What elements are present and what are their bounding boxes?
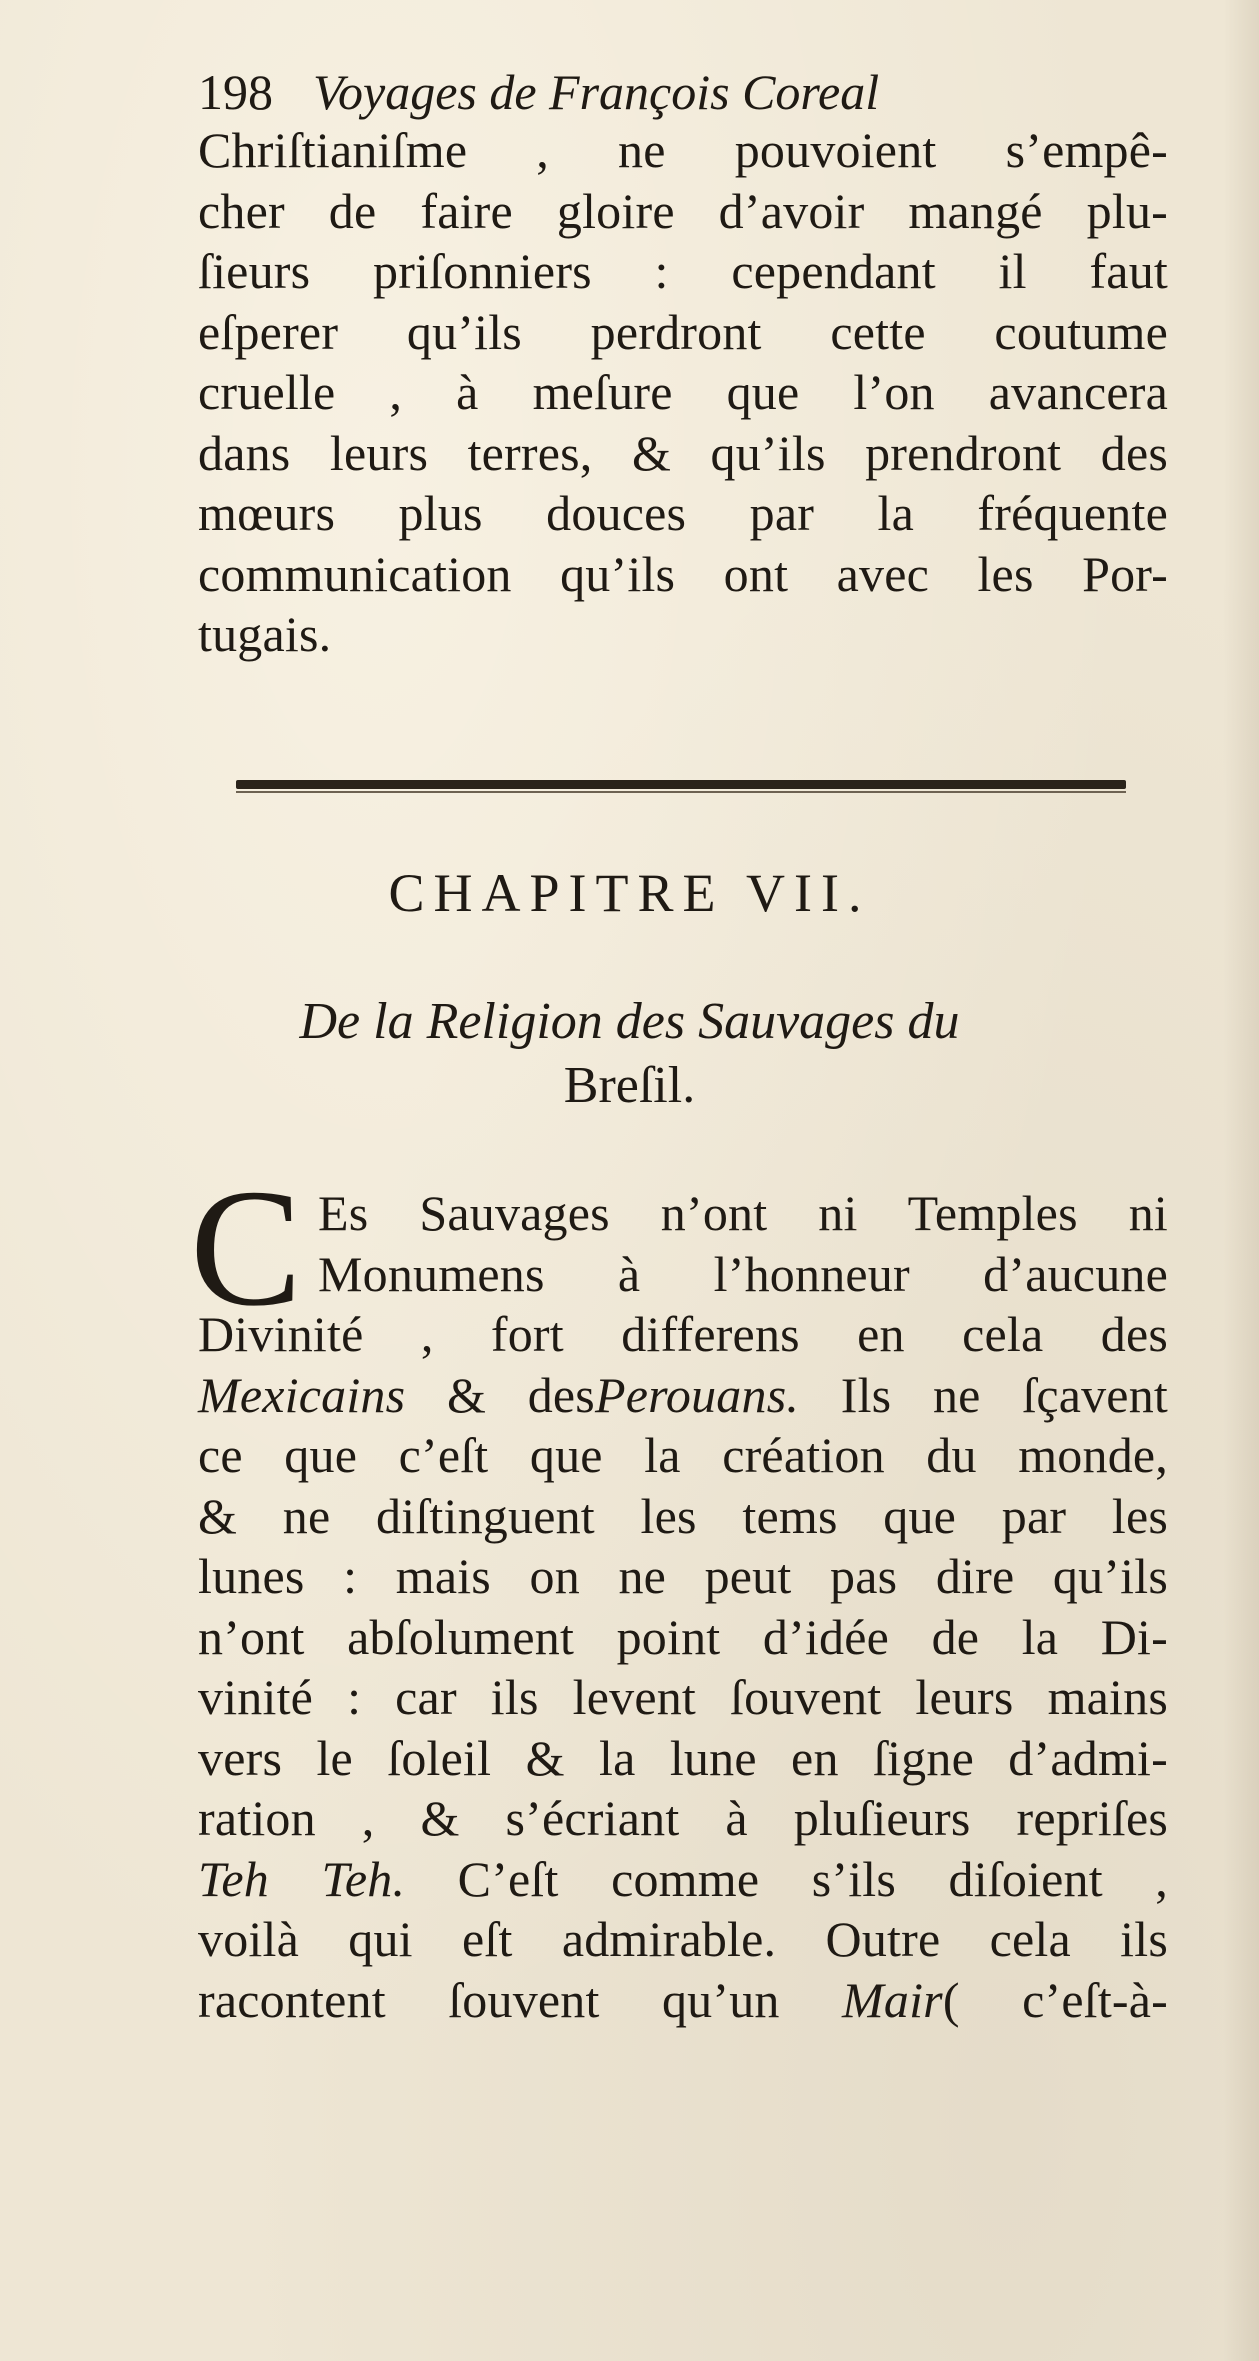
chapter-heading: CHAPITRE VII. — [388, 863, 871, 923]
paragraph-continued — [198, 120, 1168, 665]
text-line: eſperer qu’ils perdront cette coutume — [198, 303, 1168, 360]
italic-word: Perouans. — [594, 1366, 800, 1423]
chapter-subtitle — [0, 990, 1259, 1118]
drop-cap: C — [190, 1155, 303, 1341]
text-line: vers le ſoleil & la lune en ſigne d’admi- — [198, 1729, 1168, 1786]
text-line — [198, 1970, 1168, 2031]
text-span: Ils ne ſçavent — [799, 1366, 1168, 1423]
text-line: cher de faire gloire d’avoir mangé plu- — [198, 182, 1168, 239]
text-span: ( c’eſt-à- — [942, 1971, 1169, 2028]
text-line: vinité : car ils levent ſouvent leurs mains — [198, 1669, 1168, 1725]
text-line — [198, 1849, 1168, 1910]
chapter-subtitle-line2: Breſil. — [563, 1057, 696, 1114]
text-line — [198, 1365, 1168, 1426]
text-line: dans leurs terres, & qu’ils prendront des — [198, 424, 1168, 481]
text-line: lunes : mais on ne peut pas dire qu’ils — [198, 1548, 1168, 1604]
text-line: Monumens à l’honneur d’aucune — [318, 1245, 1168, 1302]
text-line: Divinité , fort differens en cela des — [198, 1306, 1168, 1362]
chapter-divider-rule — [236, 780, 1126, 789]
chapter-paragraph — [198, 1183, 1168, 2030]
text-line: n’ont abſolument point d’idée de la Di- — [198, 1608, 1168, 1665]
italic-word: Mexicains — [198, 1366, 406, 1423]
running-title: Voyages de François Coreal — [313, 64, 880, 120]
italic-word: Mair — [842, 1971, 943, 2028]
text-line: communication qu’ils ont avec les Por- — [198, 545, 1168, 602]
text-line: mœurs plus douces par la fréquente — [198, 485, 1168, 541]
text-line: ration , & s’écriant à pluſieurs repriſes — [198, 1790, 1168, 1846]
text-span: C’eſt comme s’ils diſoient , — [405, 1850, 1169, 1907]
page-edge-shadow — [1223, 0, 1259, 2361]
chapter-subtitle-line1: De la Religion des Sauvages du — [299, 993, 960, 1050]
running-head — [198, 62, 879, 122]
text-span: & des — [405, 1366, 595, 1423]
text-span: racontent ſouvent qu’un — [198, 1971, 843, 2028]
text-line: & ne diſtinguent les tems que par les — [198, 1487, 1168, 1544]
text-line: Es Sauvages n’ont ni Temples ni — [318, 1185, 1168, 1241]
text-line: ce que c’eſt que la création du monde, — [198, 1427, 1168, 1483]
text-line: ſieurs priſonniers : cependant il faut — [198, 243, 1168, 299]
text-line: voilà qui eſt admirable. Outre cela ils — [198, 1911, 1168, 1967]
text-line: tugais. — [198, 606, 332, 662]
text-line: cruelle , à meſure que l’on avancera — [198, 364, 1168, 420]
page-number: 198 — [198, 64, 273, 120]
italic-word: Teh Teh. — [198, 1850, 406, 1907]
text-line: Chriſtianiſme , ne pouvoient s’empê- — [198, 122, 1168, 178]
